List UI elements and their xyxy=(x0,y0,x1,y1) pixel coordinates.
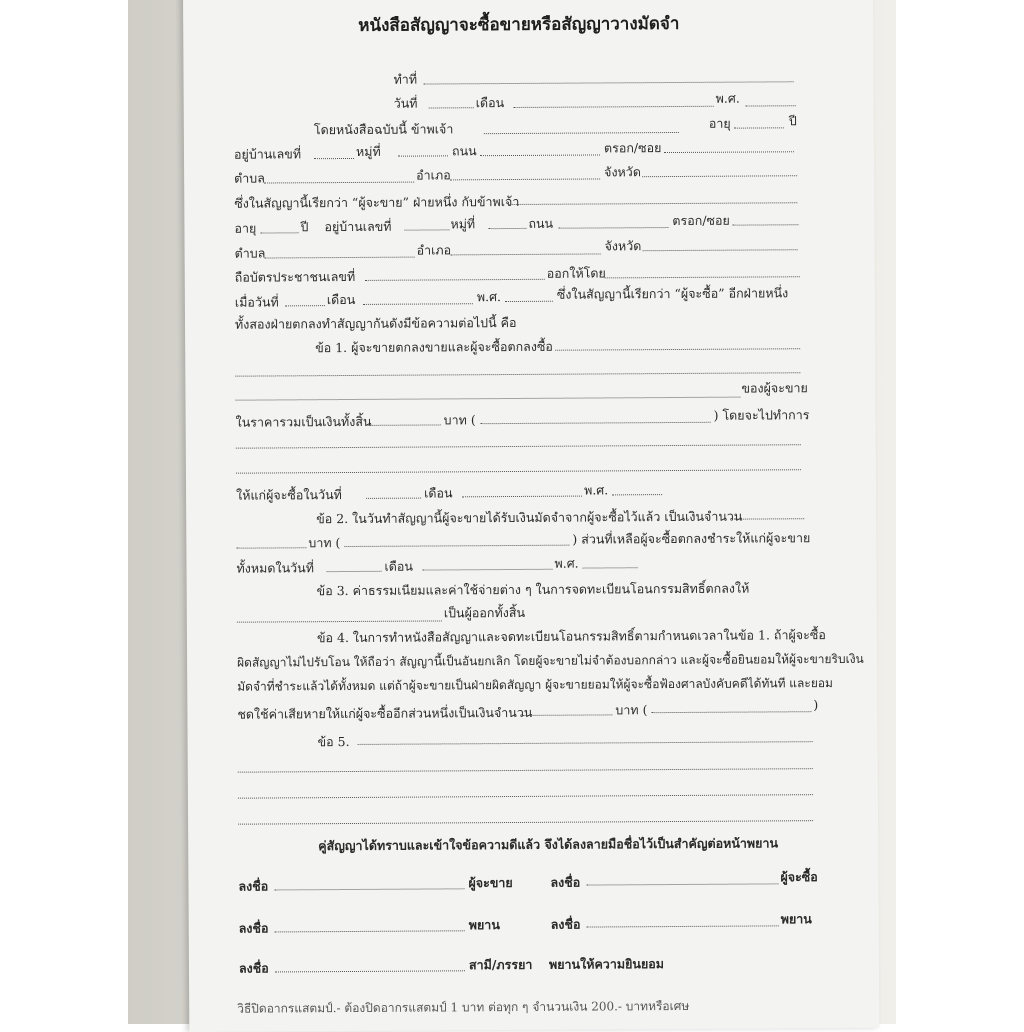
buyer-province-field[interactable] xyxy=(643,249,798,251)
remainder-label: ) ส่วนที่เหลือผู้จะซื้อตกลงชำระให้แก่ผู้จะขาย xyxy=(572,530,811,547)
years-label: ปี xyxy=(788,113,797,129)
id-card-label: ถือบัตรประชาชนเลขที่ xyxy=(234,268,356,285)
seller-subdistrict-field[interactable] xyxy=(264,182,414,184)
written-at-label: ทำที่ xyxy=(393,71,418,87)
contract-form xyxy=(183,0,879,1032)
total-price-label: ในราคารวมเป็นเงินทั้งสิ้น xyxy=(235,413,372,430)
spouse-label: สามี/ภรรยา xyxy=(468,956,533,973)
year-field[interactable] xyxy=(746,105,796,106)
buyer-age-field[interactable] xyxy=(260,232,298,233)
issued-by-field[interactable] xyxy=(605,276,800,278)
transfer-month-label: เดือน xyxy=(424,485,453,501)
seller-district-field[interactable] xyxy=(450,178,600,180)
buyer-district-label: อำเภอ xyxy=(416,242,452,258)
month-field[interactable] xyxy=(514,106,714,108)
date-field[interactable] xyxy=(429,107,474,108)
document-title: หนังสือสัญญาจะซื้อขายหรือสัญญาวางมัดจำ xyxy=(358,13,680,36)
seller-label: ผู้จะขาย xyxy=(468,875,513,891)
province-label: จังหวัด xyxy=(604,164,641,180)
issue-date-label: เมื่อวันที่ xyxy=(234,294,279,310)
buyer-years-label: ปี xyxy=(300,219,309,235)
clause3-text: ข้อ 3. ค่าธรรมเนียมและค่าใช้จ่ายต่าง ๆ ในการจดทะเบียนโอนกรรมสิทธิ์ตกลงให้ xyxy=(316,580,750,599)
issued-by-label: ออกให้โดย xyxy=(546,265,606,281)
issue-month-field[interactable] xyxy=(363,303,473,305)
age-label: อายุ xyxy=(708,115,731,131)
moo-label: หมู่ที่ xyxy=(355,143,381,159)
transfer-date-label: ให้แก่ผู้จะซื้อในวันที่ xyxy=(236,487,342,503)
buyer-moo-field[interactable] xyxy=(488,228,526,229)
seller-name-field[interactable] xyxy=(484,132,679,134)
clause5-line2[interactable] xyxy=(238,768,813,773)
clause5-line3[interactable] xyxy=(238,794,813,799)
clause1-of-seller: ของผู้จะขาย xyxy=(741,380,808,396)
damages-words-field[interactable] xyxy=(651,711,811,713)
issue-date-field[interactable] xyxy=(285,305,325,306)
buyer-lane-field[interactable] xyxy=(732,224,798,225)
seller-house-field[interactable] xyxy=(314,158,354,159)
year-label: พ.ศ. xyxy=(715,90,740,106)
district-label: อำเภอ xyxy=(416,167,451,183)
buyer-road-label: ถนน xyxy=(528,215,554,231)
buyer-house-field[interactable] xyxy=(404,229,449,230)
house-no-label: อยู่บ้านเลขที่ xyxy=(233,146,302,162)
clause4-line1: ข้อ 4. ในการทำหนังสือสัญญาและจดทะเบียนโอนกรรมสิทธิ์ตามกำหนดเวลาในข้อ 1. ถ้าผู้จะซื้อ xyxy=(316,627,826,646)
witness2-sign-field[interactable] xyxy=(587,925,779,927)
buyer-subdistrict-label: ตำบล xyxy=(234,245,266,261)
agree-intro: ทั้งสองฝ่ายตกลงทำสัญญากันดังมีข้อความต่อไปนี้ คือ xyxy=(234,314,517,332)
buyer-road-field[interactable] xyxy=(558,227,668,229)
buyer-lane-label: ตรอก/ซอย xyxy=(672,212,730,229)
witness2-sign-label: ลงชื่อ xyxy=(550,916,581,932)
witness2-label: พยาน xyxy=(780,911,812,927)
left-background xyxy=(0,0,128,1024)
seller-province-field[interactable] xyxy=(642,175,797,177)
total-price-baht: บาท ( xyxy=(443,412,476,428)
buyer-label: ผู้จะซื้อ xyxy=(780,869,818,885)
acknowledgement: คู่สัญญาได้ทราบและเข้าใจข้อความดีแล้ว จึงได้ลงลายมือชื่อไว้เป็นสำคัญต่อหน้าพยาน xyxy=(318,835,779,854)
buyer-district-field[interactable] xyxy=(451,253,601,255)
stamp-duty-note: วิธีปิดอากรแสตมป์.- ต้องปิดอากรแสตมป์ 1 บาท ต่อทุก ๆ จำนวนเงิน 200.- บาทหรือเศษ xyxy=(237,998,690,1016)
seller-moo-field[interactable] xyxy=(398,155,448,156)
total-price-words-field[interactable] xyxy=(481,422,711,424)
clause5-line4[interactable] xyxy=(238,820,813,825)
witness1-label: พยาน xyxy=(468,917,500,933)
clause1-line6[interactable] xyxy=(236,469,801,473)
transfer-year-label: พ.ศ. xyxy=(584,482,609,498)
seller-age-field[interactable] xyxy=(734,127,784,128)
fee-payer-label: เป็นผู้ออกทั้งสิ้น xyxy=(443,604,526,621)
buyer-party-label: ซึ่งในสัญญานี้เรียกว่า “ผู้จะซื้อ” อีกฝ่ายหนึ่ง xyxy=(556,285,789,302)
all-on-date-field[interactable] xyxy=(327,571,382,572)
seller-lane-field[interactable] xyxy=(664,151,794,153)
intro-label: โดยหนังสือฉบับนี้ ข้าพเจ้า xyxy=(313,121,454,138)
transfer-date-field[interactable] xyxy=(366,498,421,499)
all-on-year-label: พ.ศ. xyxy=(554,555,579,571)
right-background xyxy=(896,0,1024,1024)
clause1-line3[interactable] xyxy=(235,397,740,401)
subdistrict-label: ตำบล xyxy=(234,170,265,186)
clause1-property-field[interactable] xyxy=(555,348,800,350)
witness1-sign-label: ลงชื่อ xyxy=(238,920,269,936)
all-on-month-field[interactable] xyxy=(423,569,553,571)
clause4-line4: ชดใช้ค่าเสียหายให้แก่ผู้จะซื้ออีกส่วนหนึ่งเป็นเงินจำนวน xyxy=(237,704,533,722)
road-label: ถนน xyxy=(451,143,477,159)
spouse-sign-field[interactable] xyxy=(275,970,465,972)
all-on-year-field[interactable] xyxy=(583,567,638,568)
buyer-house-label: อยู่บ้านเลขที่ xyxy=(324,218,392,235)
buyer-moo-label: หมู่ที่ xyxy=(450,216,476,232)
damages-close: ) xyxy=(813,697,819,713)
clause2-text: ข้อ 2. ในวันทำสัญญานี้ผู้จะขายได้รับเงินมัดจำจากผู้จะซื้อไว้แล้ว เป็นเงินจำนวน xyxy=(316,508,743,527)
clause4-line3: มัดจำที่ชำระแล้วได้ทั้งหมด แต่ถ้าผู้จะขายเป็นฝ่ายผิดสัญญา ผู้จะขายยอมให้ผู้จะซื้อฟ้องศาลบังคับคดีได้ทันที และยอม xyxy=(237,676,833,694)
damages-baht: บาท ( xyxy=(615,702,648,718)
issue-month-label: เดือน xyxy=(326,291,356,308)
clause1-text: ข้อ 1. ผู้จะขายตกลงขายและผู้จะซื้อตกลงซื้อ xyxy=(315,338,553,356)
fee-payer-field[interactable] xyxy=(237,620,442,622)
seller-sign-field[interactable] xyxy=(274,888,464,890)
total-price-field[interactable] xyxy=(366,424,441,425)
buyer-age-label: อายุ xyxy=(234,220,257,236)
buyer-province-label: จังหวัด xyxy=(604,238,642,254)
all-on-month-label: เดือน xyxy=(384,558,414,574)
buyer-sign-field[interactable] xyxy=(586,883,778,885)
consent-witness-label: พยานให้ความยินยอม xyxy=(548,956,665,972)
all-on-label: ทั้งหมดในวันที่ xyxy=(236,560,314,576)
issue-year-label: พ.ศ. xyxy=(476,289,502,305)
lane-label: ตรอก/ซอย xyxy=(603,140,662,156)
seller-sign-label: ลงชื่อ xyxy=(238,878,269,894)
spouse-sign-label: ลงชื่อ xyxy=(238,960,269,976)
transfer-month-field[interactable] xyxy=(462,496,582,498)
id-card-field[interactable] xyxy=(365,279,545,281)
month-label: เดือน xyxy=(475,95,505,111)
clause5-text: ข้อ 5. xyxy=(317,733,350,750)
deposit-amount-field[interactable] xyxy=(734,518,804,519)
buyer-name-field[interactable] xyxy=(509,202,797,205)
deposit-line-field[interactable] xyxy=(236,547,306,548)
clause1-line2[interactable] xyxy=(235,372,800,376)
written-at-field[interactable] xyxy=(424,81,794,84)
seller-road-field[interactable] xyxy=(480,154,600,156)
buyer-subdistrict-field[interactable] xyxy=(265,257,415,259)
deposit-words-field[interactable] xyxy=(344,545,569,547)
seller-party-label: ซึ่งในสัญญานี้เรียกว่า “ผู้จะขาย” ฝ่ายหนึ่ง กับข้าพเจ้า xyxy=(234,193,520,211)
will-proceed-label: ) โดยจะไปทำการ xyxy=(713,407,810,423)
issue-year-field[interactable] xyxy=(505,301,553,302)
buyer-sign-label: ลงชื่อ xyxy=(550,874,581,890)
date-label: วันที่ xyxy=(393,95,418,111)
damages-amount-field[interactable] xyxy=(522,714,612,716)
transfer-year-field[interactable] xyxy=(612,494,662,495)
clause4-line2: ผิดสัญญาไม่ไปรับโอน ให้ถือว่า สัญญานี้เป็นอันยกเลิก โดยผู้จะขายไม่จำต้องบอกกล่าว และผู้จะซื้อยินยอมให้ผู้จะขายริบเงิน xyxy=(237,651,864,670)
clause1-line5[interactable] xyxy=(236,444,801,448)
deposit-baht: บาท ( xyxy=(308,535,341,551)
witness1-sign-field[interactable] xyxy=(275,930,465,932)
clause5-line1[interactable] xyxy=(358,741,813,745)
